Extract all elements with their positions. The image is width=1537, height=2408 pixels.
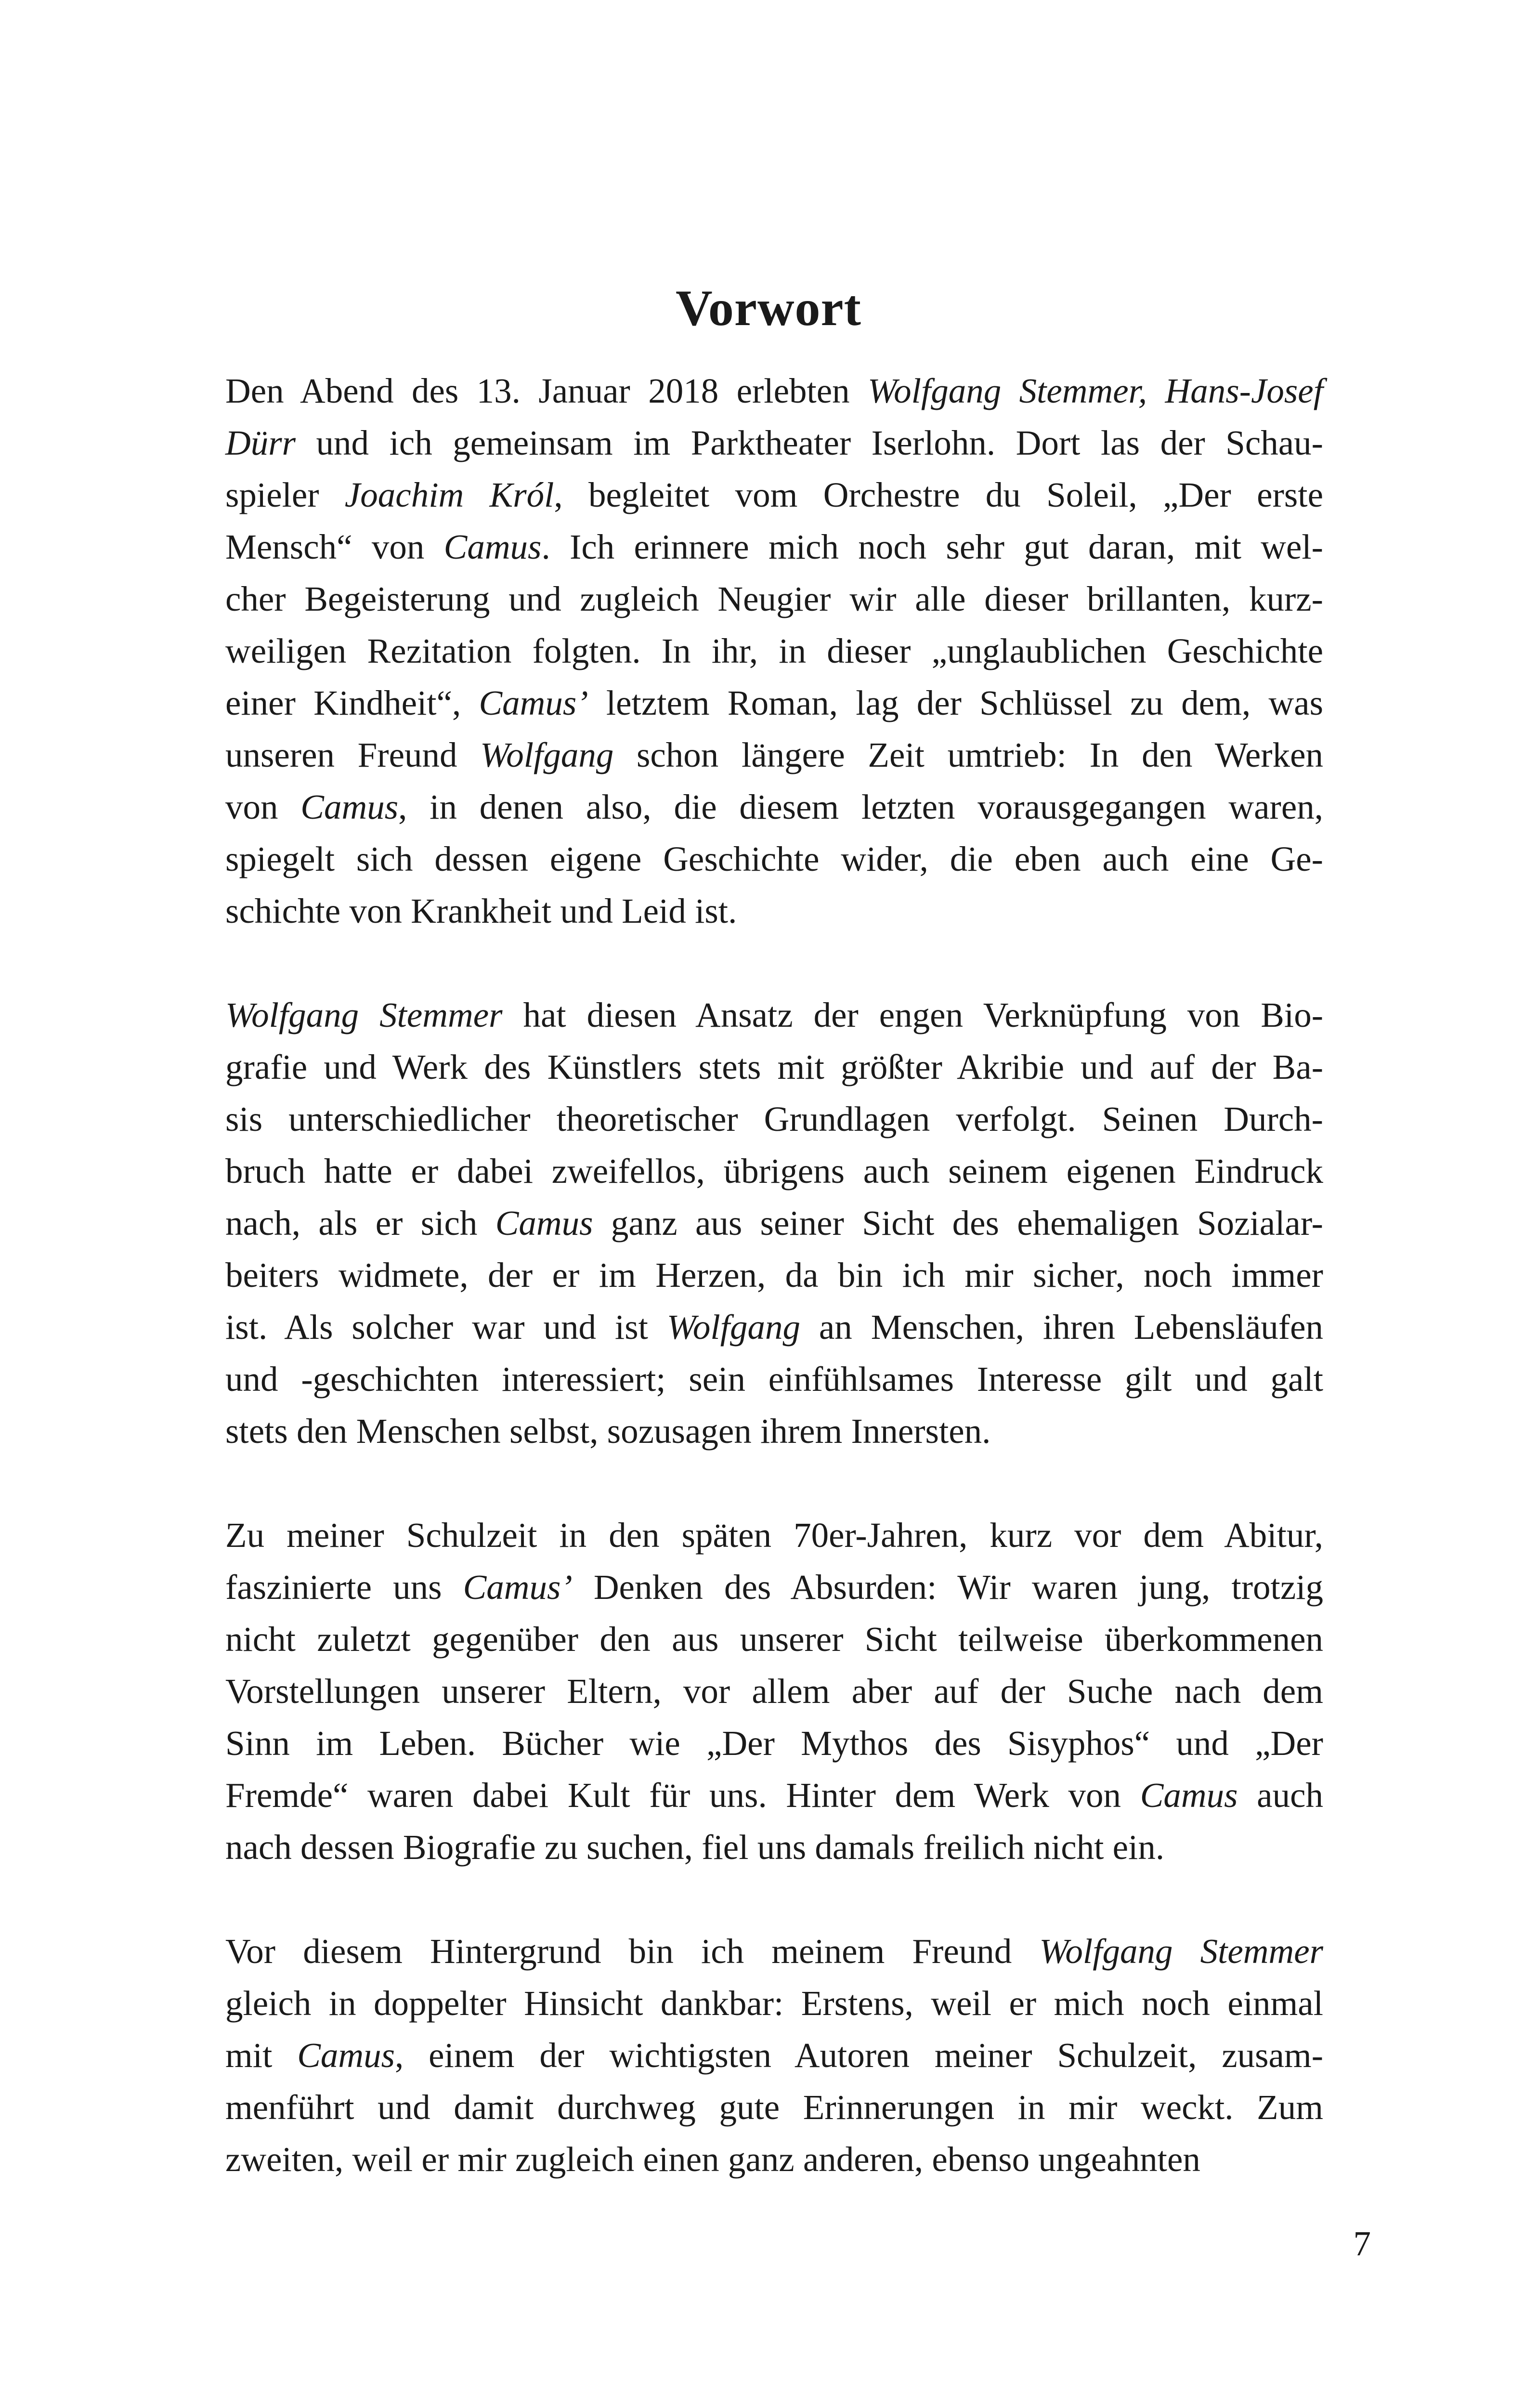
text-segment: und -geschichten interessiert; sein einfühlsames Interesse gilt und galt — [225, 1360, 1323, 1399]
italic-text: Wolfgang — [666, 1308, 800, 1347]
text-line — [225, 729, 1323, 781]
text-line — [225, 1197, 1323, 1249]
italic-text: Camus — [300, 787, 399, 826]
body-text — [225, 365, 1323, 2238]
text-line — [225, 1717, 1323, 1769]
text-line — [225, 1353, 1323, 1405]
text-line — [225, 521, 1323, 573]
text-segment: nicht zuletzt gegenüber den aus unserer Sicht teilweise überkommenen — [225, 1620, 1323, 1659]
text-segment: Vorstellungen unserer Eltern, vor allem aber auf der Suche nach dem — [225, 1672, 1323, 1711]
text-segment: spiegelt sich dessen eigene Geschichte wider, die eben auch eine Ge- — [225, 839, 1323, 878]
text-segment: auch — [1237, 1776, 1323, 1815]
text-line — [225, 989, 1323, 1041]
text-segment: bruch hatte er dabei zweifellos, übrigens auch seinem eigenen Eindruck — [225, 1152, 1323, 1191]
text-segment: stets den Menschen selbst, sozusagen ihrem Innersten. — [225, 1412, 991, 1451]
text-line — [225, 1665, 1323, 1717]
text-segment: sis unterschiedlicher theoretischer Grundlagen verfolgt. Seinen Durch- — [225, 1099, 1323, 1139]
text-segment: letztem Roman, lag der Schlüssel zu dem, was — [588, 683, 1323, 722]
text-segment: Sinn im Leben. Bücher wie „Der Mythos des Sisyphos“ und „Der — [225, 1724, 1323, 1763]
text-segment: einer Kindheit“, — [225, 683, 479, 722]
text-segment: ist. Als solcher war und ist — [225, 1308, 667, 1347]
text-line — [225, 781, 1323, 833]
text-segment: Zu meiner Schulzeit in den späten 70er-Jahren, kurz vor dem Abitur, — [225, 1516, 1323, 1555]
text-segment: , einem der wichtigsten Autoren meiner Schulzeit, zusam- — [395, 2036, 1323, 2075]
text-segment: Den Abend des 13. Januar 2018 erlebten — [225, 371, 868, 410]
text-segment: cher Begeisterung und zugleich Neugier wir alle dieser brillanten, kurz- — [225, 579, 1323, 618]
italic-text: Wolfgang Stemmer, Hans-Josef — [868, 371, 1323, 410]
text-segment: und ich gemeinsam im Parktheater Iserlohn. Dort las der Schau- — [296, 423, 1323, 462]
text-line — [225, 1561, 1323, 1613]
text-line — [225, 1613, 1323, 1665]
text-line — [225, 417, 1323, 469]
text-line — [225, 1093, 1323, 1145]
italic-text: Camus — [495, 1204, 593, 1243]
text-line — [225, 625, 1323, 677]
text-segment: an Menschen, ihren Lebensläufen — [800, 1308, 1324, 1347]
paragraph — [225, 1509, 1323, 1873]
text-line — [225, 677, 1323, 729]
text-segment: gleich in doppelter Hinsicht dankbar: Erstens, weil er mich noch einmal — [225, 1984, 1323, 2023]
text-segment: nach, als er sich — [225, 1204, 495, 1243]
text-segment: nach dessen Biografie zu suchen, fiel uns damals freilich nicht ein. — [225, 1828, 1165, 1867]
text-line — [225, 1405, 1323, 1457]
text-segment: unseren Freund — [225, 735, 481, 774]
text-segment: . Ich erinnere mich noch sehr gut daran, mit wel- — [541, 527, 1323, 566]
text-segment: menführt und damit durchweg gute Erinnerungen in mir weckt. Zum — [225, 2088, 1323, 2127]
paragraph — [225, 365, 1323, 937]
text-line — [225, 469, 1323, 521]
paragraph — [225, 1925, 1323, 2186]
text-segment: Mensch“ von — [225, 527, 444, 566]
text-segment: mit — [225, 2036, 298, 2075]
text-line — [225, 1145, 1323, 1197]
text-segment: , begleitet vom Orchestre du Soleil, „Der erste — [554, 475, 1323, 514]
text-segment: hat diesen Ansatz der engen Verknüpfung von Bio- — [502, 995, 1323, 1034]
text-line — [225, 1249, 1323, 1301]
text-segment: von — [225, 787, 301, 826]
text-segment: spieler — [225, 475, 345, 514]
text-segment: zweiten, weil er mir zugleich einen ganz anderen, ebenso ungeahnten — [225, 2140, 1200, 2179]
text-line — [225, 2081, 1323, 2133]
page-title: Vorwort — [676, 280, 861, 337]
text-line — [225, 1041, 1323, 1093]
italic-text: Wolfgang Stemmer — [1039, 1932, 1324, 1971]
text-segment: weiligen Rezitation folgten. In ihr, in dieser „unglaublichen Geschichte — [225, 631, 1323, 670]
page-number: 7 — [1353, 2224, 1371, 2263]
text-line — [225, 365, 1323, 417]
text-line — [225, 573, 1323, 625]
text-segment: Vor diesem Hintergrund bin ich meinem Freund — [225, 1932, 1040, 1971]
italic-text: Joachim Król — [344, 475, 554, 514]
text-line — [225, 833, 1323, 885]
italic-text: Wolfgang — [480, 735, 614, 774]
text-segment: Denken des Absurden: Wir waren jung, trotzig — [572, 1568, 1324, 1607]
italic-text: Dürr — [225, 423, 296, 462]
paragraph — [225, 989, 1323, 1457]
text-line — [225, 1509, 1323, 1561]
text-line — [225, 1925, 1323, 1977]
text-segment: schon längere Zeit umtrieb: In den Werken — [613, 735, 1323, 774]
text-segment: schichte von Krankheit und Leid ist. — [225, 891, 737, 930]
text-segment: faszinierte uns — [225, 1568, 463, 1607]
text-segment: Fremde“ waren dabei Kult für uns. Hinter dem Werk von — [225, 1776, 1140, 1815]
italic-text: Camus’ — [479, 683, 588, 722]
italic-text: Camus’ — [463, 1568, 573, 1607]
text-line — [225, 1769, 1323, 1821]
text-line — [225, 1977, 1323, 2029]
text-segment: ganz aus seiner Sicht des ehemaligen Sozialar- — [593, 1204, 1323, 1243]
text-line — [225, 1821, 1323, 1873]
text-line — [225, 885, 1323, 937]
text-segment: , in denen also, die diesem letzten vorausgegangen waren, — [398, 787, 1323, 826]
italic-text: Wolfgang Stemmer — [225, 995, 503, 1034]
italic-text: Camus — [1140, 1776, 1238, 1815]
italic-text: Camus — [443, 527, 542, 566]
text-line — [225, 1301, 1323, 1353]
text-segment: beiters widmete, der er im Herzen, da bin ich mir sicher, noch immer — [225, 1256, 1323, 1295]
italic-text: Camus — [297, 2036, 395, 2075]
text-segment: grafie und Werk des Künstlers stets mit größter Akribie und auf der Ba- — [225, 1047, 1323, 1086]
text-line — [225, 2029, 1323, 2081]
text-line — [225, 2133, 1323, 2186]
